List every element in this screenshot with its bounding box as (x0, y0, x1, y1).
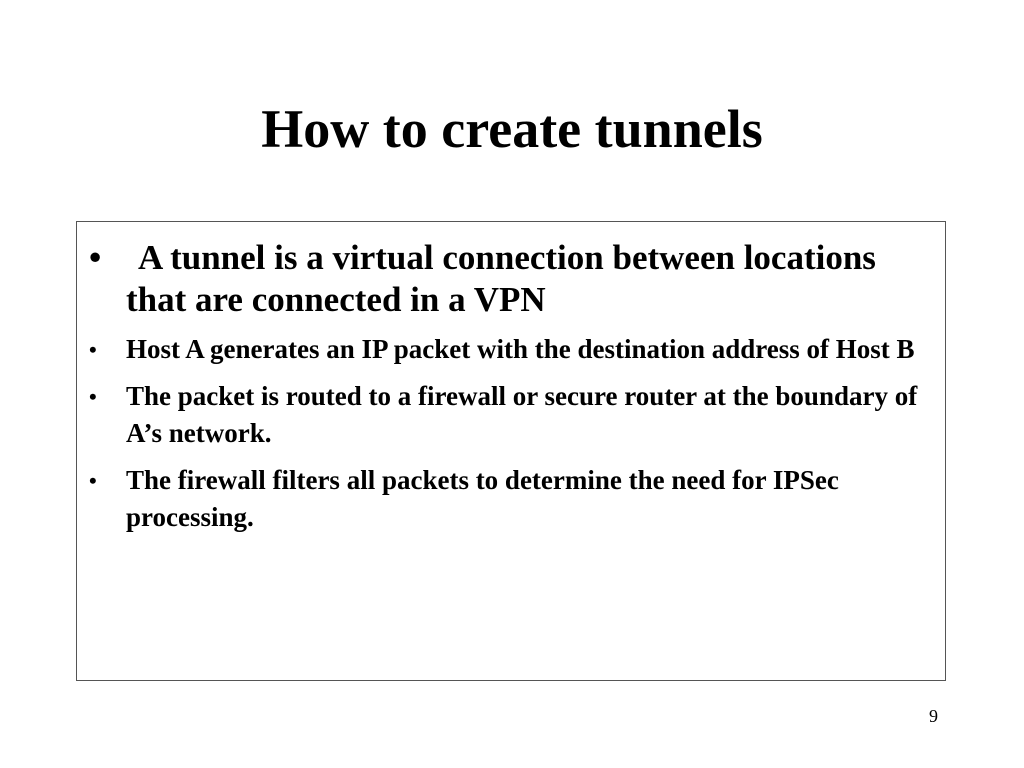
bullet-text: The packet is routed to a firewall or secure router at the boundary of A’s network. (126, 381, 918, 448)
bullet-icon: • (89, 384, 97, 409)
bullet-icon: • (89, 468, 97, 493)
slide-title: How to create tunnels (261, 99, 763, 159)
bullet-text: A tunnel is a virtual connection between locations that are connected in a VPN (126, 238, 876, 319)
bullet-list (77, 222, 945, 536)
content-box (76, 221, 946, 681)
bullet-item (77, 321, 945, 368)
bullet-item (77, 368, 945, 452)
bullet-item (77, 452, 945, 536)
bullet-icon: • (89, 337, 97, 362)
bullet-text: Host A generates an IP packet with the destination address of Host B (126, 334, 915, 364)
bullet-icon: • (89, 238, 102, 277)
bullet-text: The firewall filters all packets to determine the need for IPSec processing. (126, 465, 839, 532)
bullet-item (77, 222, 945, 321)
page-number: 9 (929, 706, 938, 726)
